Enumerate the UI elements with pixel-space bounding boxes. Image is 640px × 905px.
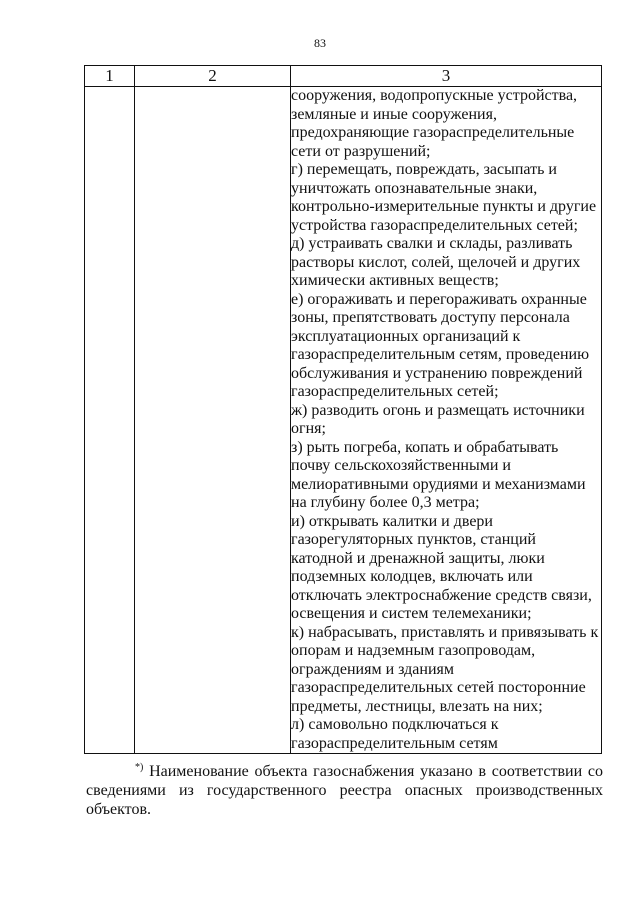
footnote-text: Наименование объекта газоснабжения указано в соответствии со xyxy=(149,763,603,780)
cell-text-line: опорам и надземным газопроводам, xyxy=(291,642,536,659)
cell-text-line: сети от разрушений; xyxy=(291,142,431,160)
footnote-line: объектов. xyxy=(86,801,152,818)
cell-text-line: контрольно-измерительные пункты и другие xyxy=(291,198,597,215)
table-cell-col2 xyxy=(135,87,291,754)
cell-text-line: катодной и дренажной защиты, люки xyxy=(291,549,545,567)
footnote-line xyxy=(86,758,603,781)
cell-text-line: отключать электроснабжение средств связи, xyxy=(291,586,592,604)
table-header-row xyxy=(85,66,602,87)
cell-text-line: газораспределительным сетям xyxy=(291,734,498,752)
cell-text-line: на глубину более 0,3 метра; xyxy=(291,494,480,511)
table-row xyxy=(85,87,602,754)
cell-text-line: мелиоративными орудиями и механизмами xyxy=(291,475,586,493)
table-cell-col1 xyxy=(85,87,135,754)
cell-text-line: д) устраивать свалки и склады, разливать xyxy=(291,235,573,252)
cell-text-line: е) огораживать и перегораживать охранные xyxy=(291,290,587,308)
cell-text-line: газораспределительных сетей посторонние xyxy=(291,679,586,696)
table-cell-col3 xyxy=(291,87,602,754)
cell-text-line: з) рыть погреба, копать и обрабатывать xyxy=(291,438,559,456)
cell-text-line: предохраняющие газораспределительные xyxy=(291,124,575,141)
cell-text-line: и) открывать калитки и двери xyxy=(291,512,493,530)
footnote-marker: *) xyxy=(135,762,144,773)
column-header-2: 2 xyxy=(135,66,291,87)
cell-text-line: почву сельскохозяйственными и xyxy=(291,457,511,474)
cell-text-line: ж) разводить огонь и размещать источники xyxy=(291,401,585,419)
cell-text-line: химически активных веществ; xyxy=(291,272,499,289)
cell-text-line: зоны, препятствовать доступу персонала xyxy=(291,309,570,326)
cell-text-line: ограждениям и зданиям xyxy=(291,660,455,678)
cell-text-line: газорегуляторных пунктов, станций xyxy=(291,531,536,548)
cell-text-line: к) набрасывать, приставлять и привязывать к xyxy=(291,623,599,641)
cell-text-line: уничтожать опознавательные знаки, xyxy=(291,179,538,197)
page-number: 83 xyxy=(314,36,326,50)
cell-text-line: газораспределительных сетей; xyxy=(291,383,499,400)
cell-text-line: сооружения, водопропускные устройства, xyxy=(291,87,578,104)
cell-text-line: огня; xyxy=(291,420,326,437)
column-header-1: 1 xyxy=(85,66,135,87)
cell-text-line: эксплуатационных организаций к xyxy=(291,327,521,345)
cell-text-line: подземных колодцев, включать или xyxy=(291,568,533,585)
cell-text-line: газораспределительным сетям, проведению xyxy=(291,346,590,363)
cell-text-line: земляные и иные сооружения, xyxy=(291,105,497,123)
cell-text-line: г) перемещать, повреждать, засыпать и xyxy=(291,161,557,178)
footnote xyxy=(86,758,603,819)
cell-text-line: устройства газораспределительных сетей; xyxy=(291,216,578,234)
cell-text-line: обслуживания и устранению повреждений xyxy=(291,364,583,382)
cell-text-line: растворы кислот, солей, щелочей и других xyxy=(291,253,581,271)
footnote-line: сведениями из государственного реестра опасных производственных xyxy=(86,782,603,799)
column-header-3: 3 xyxy=(291,66,602,87)
cell-text-line: л) самовольно подключаться к xyxy=(291,716,499,733)
cell-text-line: предметы, лестницы, влезать на них; xyxy=(291,697,543,715)
requirements-table xyxy=(84,65,602,754)
cell-text-line: освещения и систем телемеханики; xyxy=(291,605,532,622)
